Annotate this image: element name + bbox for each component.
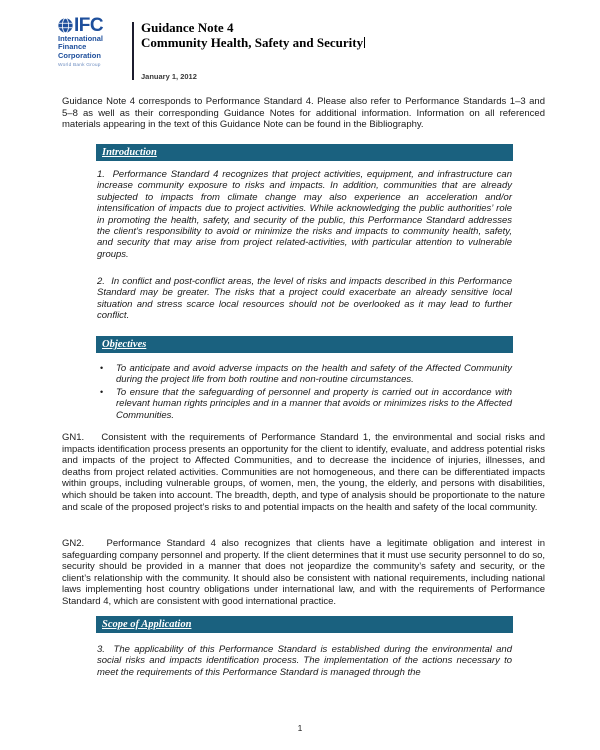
bullet-text: To ensure that the safeguarding of personnel and property is carried out in accordance with relevant human rights principles and in a manner that avoids or minimizes risks to the Affected Communities.	[116, 386, 512, 421]
ps-paragraph-1: 1. Performance Standard 4 recognizes that project activities, equipment, and infrastructure can increase community exposure to risks and impacts. In addition, communities that are already subjected to impacts from climate change may also experience an acceleration and/or intensification of impacts due to project activities. While acknowledging the public authorities’ role in promoting the health, safety, and security of the public, this Performance Standard addresses the client’s responsibility to avoid or minimize the risks and impacts to community health, safety, and security that may arise from project related-activities, with particular attention to vulnerable groups.	[97, 169, 512, 260]
gn2-paragraph: GN2. Performance Standard 4 also recognizes that clients have a legitimate obligation and interest in safeguarding company personnel and property. If the client determines that it must use security personnel to do so, security should be provided in a manner that does not jeopardize the community’s safety and security, or the client’s relationship with the community. It should also be consistent with national requirements, including national laws implementing host country obligations under international law, and with the requirements of Performance Standard 4, which are consistent with good international practice.	[62, 538, 545, 607]
list-item	[100, 387, 512, 421]
page-number: 1	[297, 723, 303, 733]
title-line-1: Guidance Note 4	[141, 20, 234, 35]
document-title	[141, 21, 365, 50]
bullet-icon: •	[100, 386, 104, 397]
section-heading: Scope of Application	[102, 619, 192, 630]
section-banner-scope	[96, 616, 513, 633]
ps-paragraph-3: 3. The applicability of this Performance Standard is established during the environmental and social risks and impacts identification process. The implementation of the actions necessary to meet the requirements of this Performance Standard is managed through the	[97, 644, 512, 678]
logo-name-line: Corporation	[58, 50, 101, 60]
section-heading: Introduction	[102, 147, 157, 158]
text-cursor	[364, 37, 365, 48]
globe-icon	[58, 18, 73, 33]
document-date: January 1, 2012	[141, 72, 197, 81]
objectives-bullet-list	[100, 363, 512, 422]
section-heading: Objectives	[102, 339, 147, 350]
logo-name-line: Finance	[58, 42, 87, 51]
list-item	[100, 363, 512, 386]
intro-paragraph: Guidance Note 4 corresponds to Performance Standard 4. Please also refer to Performance Standards 1–3 and 5–8 as well as their corresponding Guidance Notes for additional information. Information on all referenced materials appearing in the text of this Guidance Note can be found in the Bibliography.	[62, 96, 545, 131]
ifc-logo	[58, 17, 130, 68]
bullet-text: To anticipate and avoid adverse impacts on the health and safety of the Affected Community during the project life from both routine and non-routine circumstances.	[116, 363, 512, 386]
section-banner-introduction	[96, 144, 513, 161]
title-line-2: Community Health, Safety and Security	[141, 34, 364, 50]
gn1-paragraph: GN1. Consistent with the requirements of Performance Standard 1, the environmental and social risks and impacts identification process presents an opportunity for the client to identify, evaluate, and address potential risks and impacts of the project to Affected Communities, and to decrease the incidence of injuries, illnesses, and deaths from project related activities. Communities are not homogeneous, and there can be differentiated impacts within groups, including vulnerable groups, of women, men, the young, the elderly, and persons with disabilities, which should be taken into account. The breadth, depth, and type of analysis should be proportionate to the nature and scale of the proposed project’s risks to and potential impacts on the health and safety of the local community.	[62, 432, 545, 513]
section-banner-objectives	[96, 336, 513, 353]
logo-name	[58, 35, 130, 60]
header-divider	[132, 22, 134, 80]
logo-acronym: IFC	[74, 15, 104, 36]
logo-tagline: World Bank Group	[58, 62, 101, 68]
ps-paragraph-2: 2. In conflict and post-conflict areas, the level of risks and impacts described in this Performance Standard may be greater. The risks that a project could exacerbate an already sensitive local situation and stress scarce local resources should not be overlooked as it may lead to further conflict.	[97, 276, 512, 322]
bullet-icon: •	[100, 363, 104, 373]
logo-name-line: International	[58, 33, 104, 43]
